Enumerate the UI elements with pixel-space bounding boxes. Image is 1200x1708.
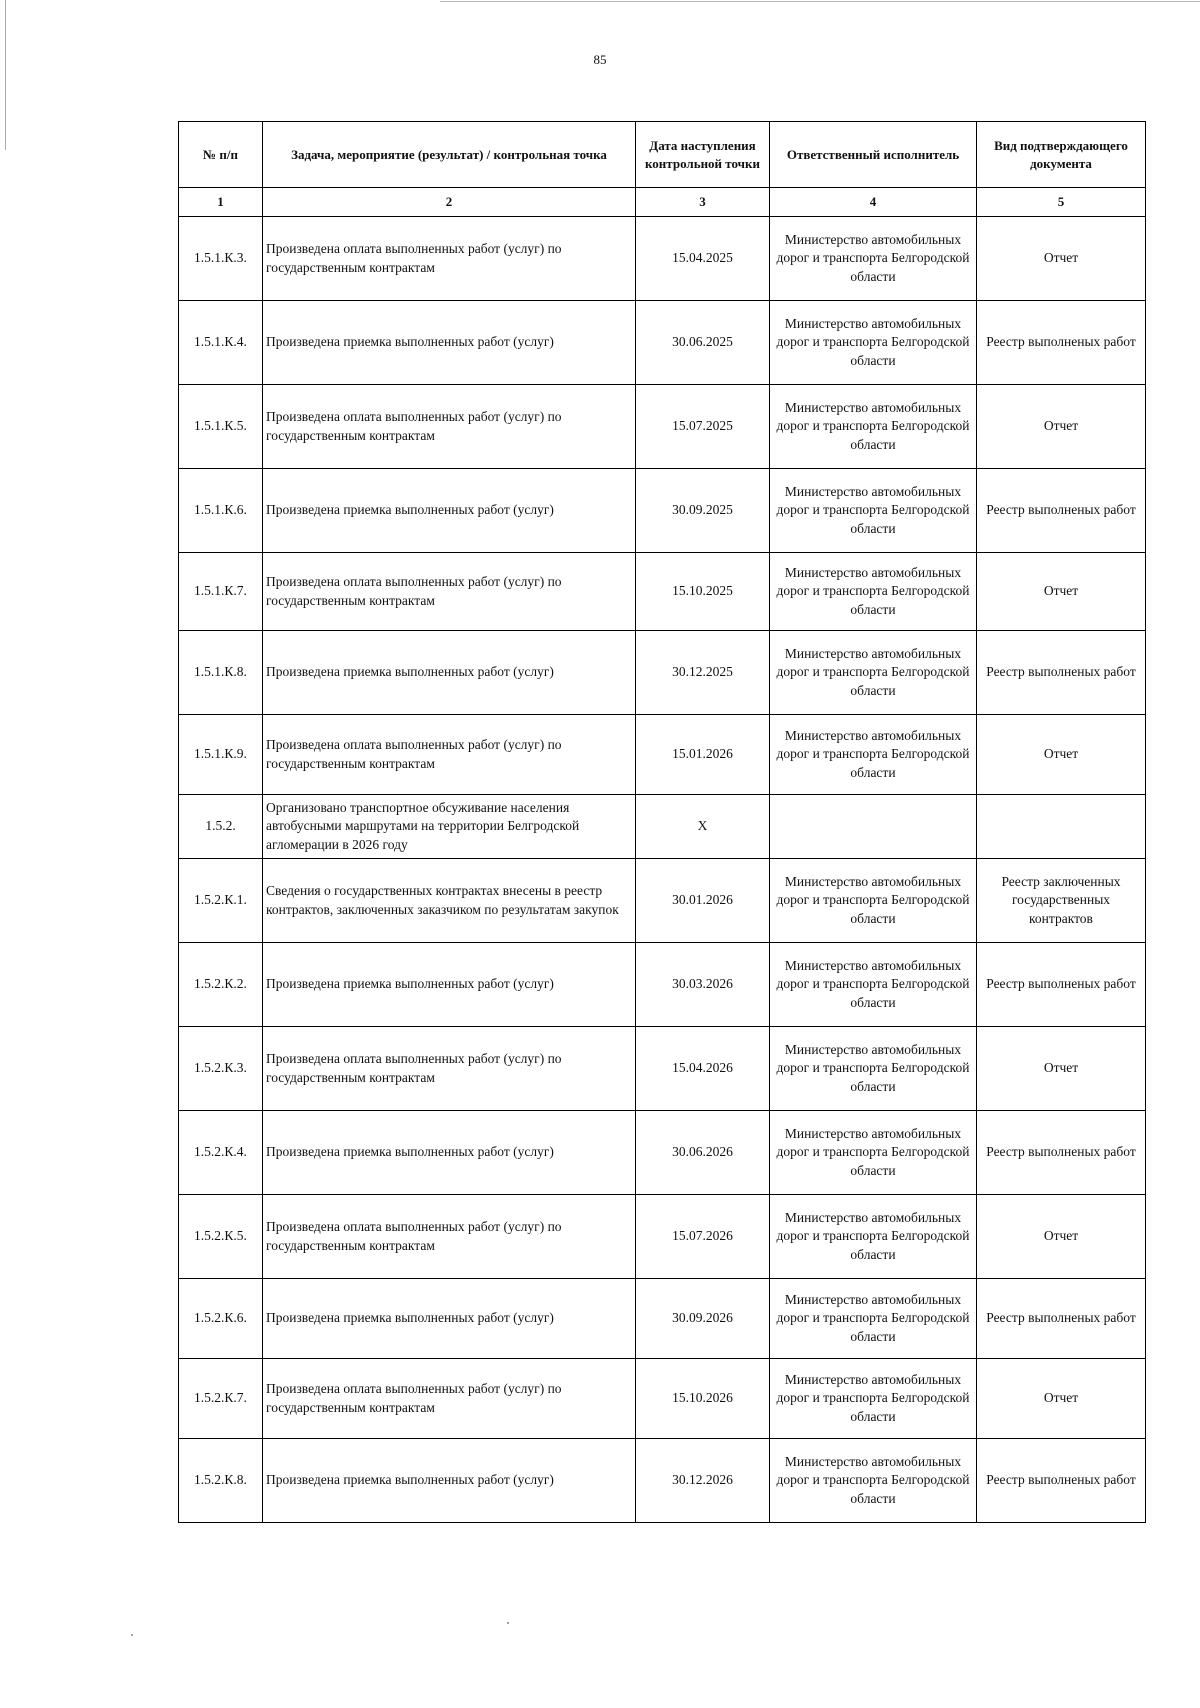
cell-responsible [770,795,977,859]
cell-task: Произведена приемка выполненных работ (услуг) [263,301,636,385]
column-number: 1 [179,188,263,217]
cell-task: Произведена оплата выполненных работ (услуг) по государственным контрактам [263,553,636,631]
cell-number: 1.5.2.К.5. [179,1195,263,1279]
cell-document: Реестр выполненых работ [977,469,1146,553]
cell-date: 30.09.2025 [636,469,770,553]
cell-number: 1.5.1.К.9. [179,715,263,795]
cell-date: 15.04.2025 [636,217,770,301]
cell-number: 1.5.2.К.8. [179,1439,263,1523]
table-row [179,1439,1146,1523]
cell-date: 15.07.2025 [636,385,770,469]
cell-document: Реестр выполненых работ [977,631,1146,715]
cell-task: Организовано транспортное обсуживание населения автобусными маршрутами на территории Белгродской агломерации в 2026 году [263,795,636,859]
table-row [179,795,1146,859]
cell-task: Произведена приемка выполненных работ (услуг) [263,1279,636,1359]
column-number: 5 [977,188,1146,217]
cell-task: Произведена оплата выполненных работ (услуг) по государственным контрактам [263,1359,636,1439]
column-number: 2 [263,188,636,217]
table-row [179,631,1146,715]
cell-responsible: Министерство автомобильных дорог и транспорта Белгородской области [770,631,977,715]
cell-responsible: Министерство автомобильных дорог и транспорта Белгородской области [770,385,977,469]
cell-responsible: Министерство автомобильных дорог и транспорта Белгородской области [770,1027,977,1111]
cell-number: 1.5.1.К.7. [179,553,263,631]
cell-document: Реестр выполненых работ [977,1279,1146,1359]
cell-number: 1.5.1.К.3. [179,217,263,301]
cell-document: Отчет [977,715,1146,795]
cell-date: 30.06.2025 [636,301,770,385]
cell-document: Отчет [977,385,1146,469]
column-number: 3 [636,188,770,217]
cell-responsible: Министерство автомобильных дорог и транспорта Белгородской области [770,469,977,553]
cell-responsible: Министерство автомобильных дорог и транспорта Белгородской области [770,715,977,795]
cell-task: Произведена приемка выполненных работ (услуг) [263,1111,636,1195]
cell-number: 1.5.2. [179,795,263,859]
table-row [179,1195,1146,1279]
table-row [179,385,1146,469]
table-row [179,217,1146,301]
header-date: Дата наступления контрольной точки [636,122,770,188]
cell-responsible: Министерство автомобильных дорог и транспорта Белгородской области [770,1359,977,1439]
table-row [179,301,1146,385]
cell-responsible: Министерство автомобильных дорог и транспорта Белгородской области [770,1111,977,1195]
cell-task: Произведена приемка выполненных работ (услуг) [263,943,636,1027]
cell-document: Реестр заключенных государственных контрактов [977,859,1146,943]
cell-number: 1.5.1.К.8. [179,631,263,715]
cell-date: 30.06.2026 [636,1111,770,1195]
scan-speck [131,1634,133,1636]
cell-number: 1.5.2.К.7. [179,1359,263,1439]
cell-task: Произведена приемка выполненных работ (услуг) [263,1439,636,1523]
column-number-row [179,188,1146,217]
header-task: Задача, мероприятие (результат) / контрольная точка [263,122,636,188]
table-row [179,859,1146,943]
header-responsible: Ответственный исполнитель [770,122,977,188]
cell-responsible: Министерство автомобильных дорог и транспорта Белгородской области [770,1195,977,1279]
cell-responsible: Министерство автомобильных дорог и транспорта Белгородской области [770,217,977,301]
cell-task: Произведена оплата выполненных работ (услуг) по государственным контрактам [263,1195,636,1279]
scan-speck [507,1622,509,1624]
cell-document [977,795,1146,859]
cell-task: Произведена приемка выполненных работ (услуг) [263,469,636,553]
table-row [179,715,1146,795]
cell-number: 1.5.2.К.3. [179,1027,263,1111]
cell-responsible: Министерство автомобильных дорог и транспорта Белгородской области [770,301,977,385]
cell-responsible: Министерство автомобильных дорог и транспорта Белгородской области [770,1439,977,1523]
cell-date: 15.01.2026 [636,715,770,795]
cell-date: 15.04.2026 [636,1027,770,1111]
cell-document: Отчет [977,1359,1146,1439]
scan-edge-left [5,0,6,150]
cell-responsible: Министерство автомобильных дорог и транспорта Белгородской области [770,1279,977,1359]
table-body [179,217,1146,1523]
cell-task: Сведения о государственных контрактах внесены в реестр контрактов, заключенных заказчиком по результатам закупок [263,859,636,943]
header-document: Вид подтверждающего документа [977,122,1146,188]
cell-document: Отчет [977,553,1146,631]
cell-document: Реестр выполненых работ [977,1439,1146,1523]
cell-number: 1.5.1.К.5. [179,385,263,469]
cell-number: 1.5.2.К.4. [179,1111,263,1195]
cell-number: 1.5.2.К.2. [179,943,263,1027]
cell-task: Произведена приемка выполненных работ (услуг) [263,631,636,715]
cell-date: 15.10.2026 [636,1359,770,1439]
cell-task: Произведена оплата выполненных работ (услуг) по государственным контрактам [263,385,636,469]
header-num: № п/п [179,122,263,188]
cell-date: 15.10.2025 [636,553,770,631]
cell-date: 30.01.2026 [636,859,770,943]
cell-date: 30.12.2026 [636,1439,770,1523]
cell-date: 30.09.2026 [636,1279,770,1359]
table-row [179,1279,1146,1359]
cell-date: 15.07.2026 [636,1195,770,1279]
scan-edge-top [440,1,1200,2]
table-row [179,1359,1146,1439]
table-row [179,1027,1146,1111]
cell-number: 1.5.1.К.4. [179,301,263,385]
table-row [179,469,1146,553]
control-points-table [178,121,1146,1523]
cell-document: Отчет [977,1027,1146,1111]
cell-task: Произведена оплата выполненных работ (услуг) по государственным контрактам [263,217,636,301]
table-row [179,1111,1146,1195]
cell-document: Отчет [977,217,1146,301]
cell-responsible: Министерство автомобильных дорог и транспорта Белгородской области [770,943,977,1027]
cell-date: 30.03.2026 [636,943,770,1027]
cell-document: Реестр выполненых работ [977,943,1146,1027]
cell-document: Отчет [977,1195,1146,1279]
cell-number: 1.5.2.К.1. [179,859,263,943]
cell-date: X [636,795,770,859]
cell-date: 30.12.2025 [636,631,770,715]
cell-document: Реестр выполненых работ [977,1111,1146,1195]
cell-number: 1.5.1.К.6. [179,469,263,553]
cell-responsible: Министерство автомобильных дорог и транспорта Белгородской области [770,859,977,943]
cell-number: 1.5.2.К.6. [179,1279,263,1359]
cell-task: Произведена оплата выполненных работ (услуг) по государственным контрактам [263,715,636,795]
table-row [179,943,1146,1027]
cell-document: Реестр выполненых работ [977,301,1146,385]
table-header-row [179,122,1146,188]
page-number: 85 [593,52,607,67]
cell-responsible: Министерство автомобильных дорог и транспорта Белгородской области [770,553,977,631]
table-row [179,553,1146,631]
cell-task: Произведена оплата выполненных работ (услуг) по государственным контрактам [263,1027,636,1111]
column-number: 4 [770,188,977,217]
